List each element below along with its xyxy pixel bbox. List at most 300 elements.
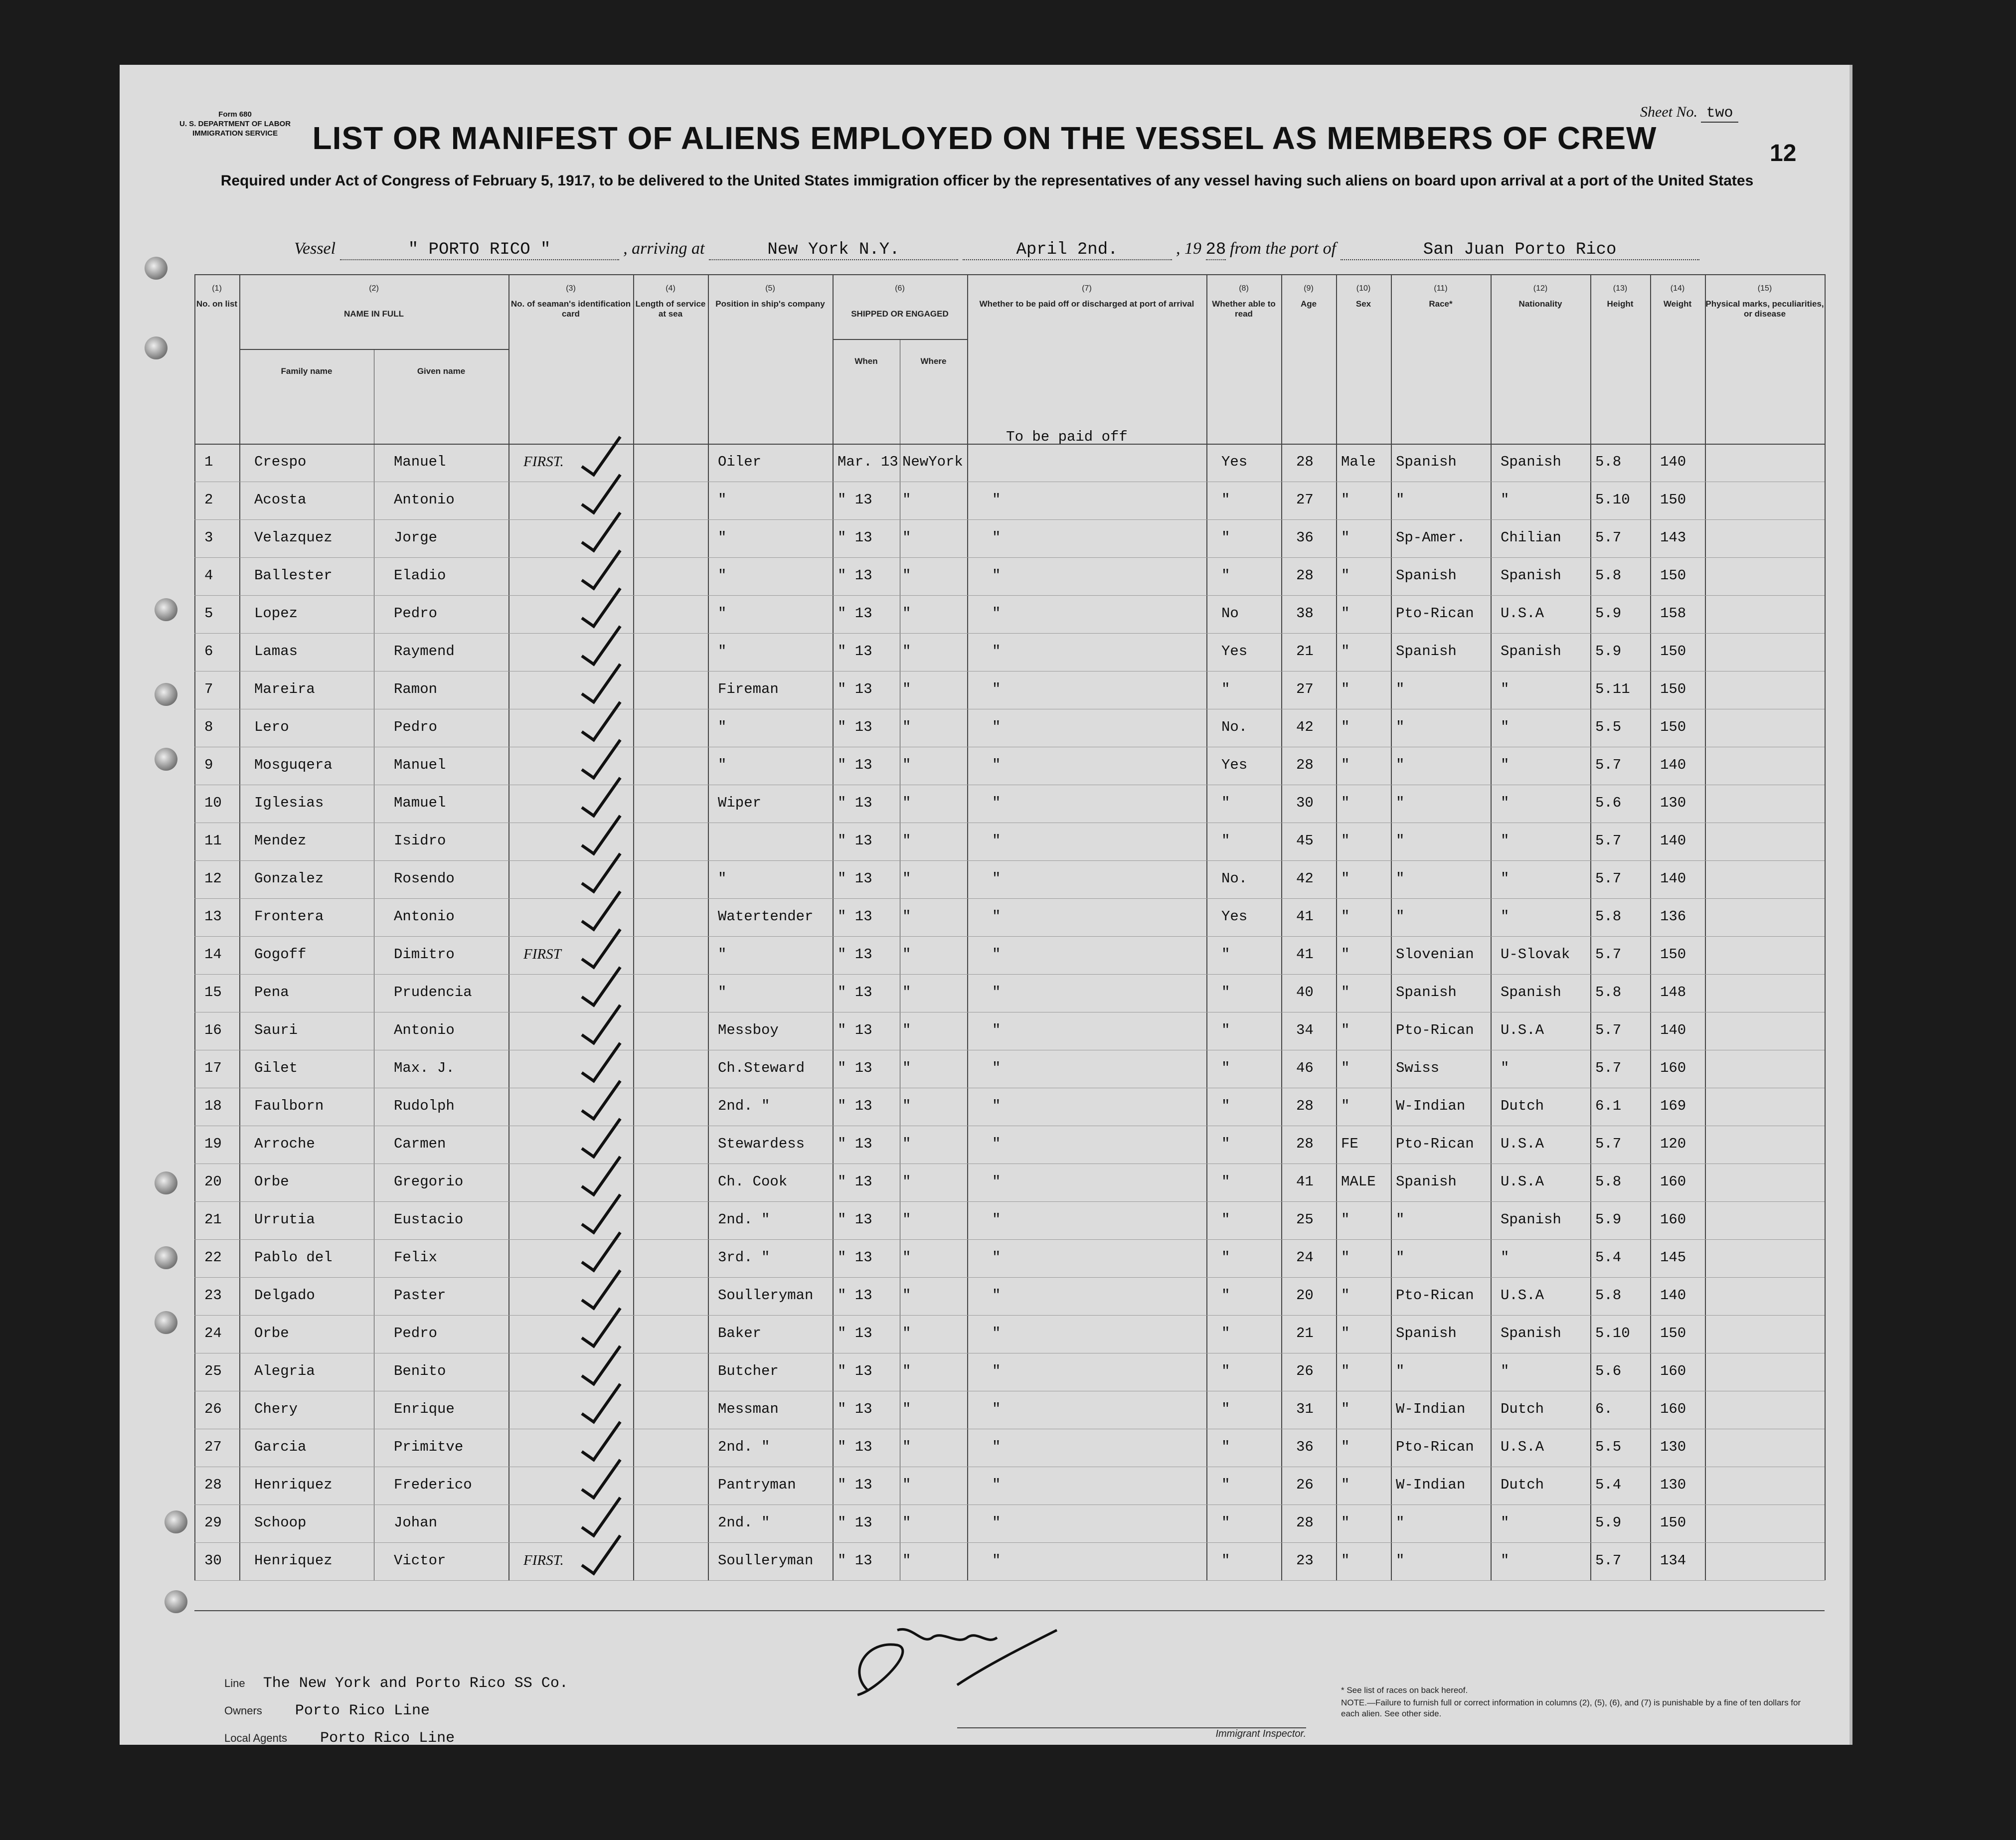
cell-sex: " bbox=[1341, 681, 1350, 697]
cell-position: Fireman bbox=[718, 681, 779, 697]
cell-shipped-when: " 13 bbox=[838, 605, 872, 622]
cell-given-name: Manuel bbox=[394, 454, 446, 470]
cell-shipped-when: " 13 bbox=[838, 908, 872, 925]
cell-nationality: " bbox=[1501, 1249, 1510, 1266]
cell-paid-off: " bbox=[992, 1514, 1001, 1531]
cell-height: 5.7 bbox=[1595, 870, 1622, 887]
checkmark-icon bbox=[581, 997, 621, 1045]
cell-shipped-when: " 13 bbox=[838, 1022, 872, 1038]
cell-able-to-read: Yes bbox=[1221, 908, 1248, 925]
row-rule bbox=[194, 1277, 1825, 1278]
cell-paid-off: " bbox=[992, 795, 1001, 811]
cell-height: 5.5 bbox=[1595, 719, 1622, 735]
cell-family-name: Mareira bbox=[254, 681, 315, 697]
column-header: Sex bbox=[1355, 299, 1371, 309]
footer-owners bbox=[224, 1702, 430, 1719]
arrival-port: New York N.Y. bbox=[709, 240, 958, 260]
cell-race: Slovenian bbox=[1396, 946, 1474, 963]
checkmark-icon bbox=[581, 1490, 621, 1538]
binder-hole bbox=[155, 1246, 177, 1269]
cell-sex: " bbox=[1341, 492, 1350, 508]
cell-row-number: 14 bbox=[204, 946, 222, 963]
row-rule bbox=[194, 1580, 1825, 1581]
service-name: IMMIGRATION SERVICE bbox=[192, 129, 278, 138]
column-number: (12) bbox=[1533, 284, 1548, 293]
column-header: SHIPPED OR ENGAGED bbox=[851, 309, 949, 319]
cell-weight: 169 bbox=[1660, 1098, 1686, 1114]
from-port-label: from the port of bbox=[1230, 239, 1337, 258]
cell-given-name: Mamuel bbox=[394, 795, 446, 811]
cell-age: 31 bbox=[1296, 1401, 1314, 1417]
cell-sex: " bbox=[1341, 1287, 1350, 1304]
cell-sex: " bbox=[1341, 1211, 1350, 1228]
cell-race: Pto-Rican bbox=[1396, 605, 1474, 622]
cell-height: 5.8 bbox=[1595, 984, 1622, 1001]
cell-shipped-when: " 13 bbox=[838, 1514, 872, 1531]
cell-height: 6. bbox=[1595, 1401, 1613, 1417]
cell-shipped-when: Mar. 13 bbox=[838, 454, 898, 470]
checkmark-icon bbox=[581, 1376, 621, 1424]
cell-nationality: U.S.A bbox=[1501, 1287, 1544, 1304]
cell-height: 5.8 bbox=[1595, 1173, 1622, 1190]
cell-row-number: 19 bbox=[204, 1136, 222, 1152]
cell-row-number: 1 bbox=[204, 454, 213, 470]
cell-row-number: 4 bbox=[204, 567, 213, 584]
checkmark-icon bbox=[581, 1073, 621, 1121]
cell-shipped-where: " bbox=[902, 605, 911, 622]
arriving-label: , arriving at bbox=[623, 239, 705, 258]
cell-height: 5.7 bbox=[1595, 1022, 1622, 1038]
cell-nationality: Spanish bbox=[1501, 454, 1561, 470]
cell-sex: MALE bbox=[1341, 1173, 1376, 1190]
cell-family-name: Orbe bbox=[254, 1325, 289, 1341]
cell-height: 5.7 bbox=[1595, 1552, 1622, 1569]
cell-nationality: U-Slovak bbox=[1501, 946, 1570, 963]
binder-hole bbox=[155, 748, 177, 771]
footer-line bbox=[224, 1675, 568, 1692]
cell-shipped-where: " bbox=[902, 719, 911, 735]
cell-nationality: " bbox=[1501, 492, 1510, 508]
cell-given-name: Felix bbox=[394, 1249, 438, 1266]
cell-family-name: Henriquez bbox=[254, 1552, 333, 1569]
cell-sex: " bbox=[1341, 870, 1350, 887]
cell-weight: 160 bbox=[1660, 1173, 1686, 1190]
cell-weight: 160 bbox=[1660, 1363, 1686, 1379]
cell-paid-off: " bbox=[992, 1060, 1001, 1076]
column-header: Physical marks, peculiarities, or disease bbox=[1705, 299, 1824, 319]
cell-weight: 160 bbox=[1660, 1060, 1686, 1076]
cell-paid-off: " bbox=[992, 1136, 1001, 1152]
cell-given-name: Prudencia bbox=[394, 984, 472, 1001]
page-number: 12 bbox=[1770, 140, 1797, 167]
cell-paid-off: " bbox=[992, 1477, 1001, 1493]
cell-family-name: Lopez bbox=[254, 605, 298, 622]
cell-paid-off: " bbox=[992, 984, 1001, 1001]
agents-label: Local Agents bbox=[224, 1732, 287, 1744]
checkmark-icon bbox=[581, 694, 621, 742]
cell-row-number: 29 bbox=[204, 1514, 222, 1531]
cell-sex: " bbox=[1341, 567, 1350, 584]
footnote-races: * See list of races on back hereof. bbox=[1341, 1685, 1468, 1695]
cell-nationality: " bbox=[1501, 1552, 1510, 1569]
cell-family-name: Sauri bbox=[254, 1022, 298, 1038]
cell-height: 5.9 bbox=[1595, 643, 1622, 660]
cell-age: 38 bbox=[1296, 605, 1314, 622]
cell-age: 26 bbox=[1296, 1477, 1314, 1493]
cell-shipped-when: " 13 bbox=[838, 1552, 872, 1569]
cell-shipped-where: " bbox=[902, 1136, 911, 1152]
cell-able-to-read: Yes bbox=[1221, 757, 1248, 773]
row-rule bbox=[194, 1201, 1825, 1202]
line-label: Line bbox=[224, 1677, 245, 1689]
checkmark-icon bbox=[581, 732, 621, 780]
cell-age: 20 bbox=[1296, 1287, 1314, 1304]
cell-given-name: Rudolph bbox=[394, 1098, 455, 1114]
cell-paid-off: " bbox=[992, 1098, 1001, 1114]
cell-position: " bbox=[718, 605, 727, 622]
cell-shipped-when: " 13 bbox=[838, 529, 872, 546]
cell-shipped-when: " 13 bbox=[838, 1363, 872, 1379]
cell-row-number: 24 bbox=[204, 1325, 222, 1341]
cell-shipped-when: " 13 bbox=[838, 795, 872, 811]
cell-height: 5.9 bbox=[1595, 1211, 1622, 1228]
cell-given-name: Benito bbox=[394, 1363, 446, 1379]
column-rule bbox=[1590, 274, 1591, 1580]
cell-able-to-read: " bbox=[1221, 795, 1230, 811]
cell-shipped-where: " bbox=[902, 870, 911, 887]
column-number: (1) bbox=[212, 284, 222, 293]
cell-shipped-where: " bbox=[902, 1098, 911, 1114]
binder-hole bbox=[155, 683, 177, 706]
cell-nationality: " bbox=[1501, 1060, 1510, 1076]
column-number: (7) bbox=[1082, 284, 1092, 293]
checkmark-icon bbox=[581, 1262, 621, 1311]
column-header: Height bbox=[1607, 299, 1634, 309]
cell-height: 5.8 bbox=[1595, 454, 1622, 470]
cell-sex: " bbox=[1341, 1477, 1350, 1493]
column-header: No. on list bbox=[196, 299, 238, 309]
cell-age: 21 bbox=[1296, 1325, 1314, 1341]
cell-height: 5.8 bbox=[1595, 567, 1622, 584]
cell-age: 40 bbox=[1296, 984, 1314, 1001]
cell-family-name: Garcia bbox=[254, 1439, 307, 1455]
cell-family-name: Pablo del bbox=[254, 1249, 333, 1266]
cell-shipped-where: " bbox=[902, 984, 911, 1001]
cell-sex: " bbox=[1341, 1439, 1350, 1455]
column-rule bbox=[239, 274, 240, 1580]
cell-paid-off: " bbox=[992, 605, 1001, 622]
checkmark-icon bbox=[581, 467, 621, 515]
cell-nationality: " bbox=[1501, 1363, 1510, 1379]
row-rule bbox=[194, 1239, 1825, 1240]
manifest-sheet bbox=[120, 65, 1852, 1745]
cell-shipped-where: " bbox=[902, 529, 911, 546]
cell-family-name: Arroche bbox=[254, 1136, 315, 1152]
cell-shipped-when: " 13 bbox=[838, 946, 872, 963]
cell-weight: 150 bbox=[1660, 1325, 1686, 1341]
cell-nationality: " bbox=[1501, 757, 1510, 773]
cell-row-number: 5 bbox=[204, 605, 213, 622]
checkmark-icon bbox=[581, 845, 621, 894]
cell-paid-off: " bbox=[992, 946, 1001, 963]
cell-family-name: Lamas bbox=[254, 643, 298, 660]
column-number: (11) bbox=[1434, 284, 1448, 293]
checkmark-icon bbox=[581, 656, 621, 704]
cell-shipped-when: " 13 bbox=[838, 1325, 872, 1341]
cell-shipped-when: " 13 bbox=[838, 1173, 872, 1190]
cell-family-name: Gilet bbox=[254, 1060, 298, 1076]
binder-hole bbox=[145, 257, 168, 280]
cell-given-name: Eladio bbox=[394, 567, 446, 584]
cell-nationality: U.S.A bbox=[1501, 1022, 1544, 1038]
cell-paid-off: To be paid off bbox=[1006, 429, 1128, 445]
cell-sex: " bbox=[1341, 908, 1350, 925]
departure-port: San Juan Porto Rico bbox=[1341, 240, 1699, 260]
cell-weight: 160 bbox=[1660, 1211, 1686, 1228]
column-number: (13) bbox=[1613, 284, 1628, 293]
cell-family-name: Ballester bbox=[254, 567, 333, 584]
cell-weight: 136 bbox=[1660, 908, 1686, 925]
cell-height: 5.7 bbox=[1595, 529, 1622, 546]
cell-given-name: Gregorio bbox=[394, 1173, 464, 1190]
cell-family-name: Mosguqera bbox=[254, 757, 333, 773]
cell-position: " bbox=[718, 946, 727, 963]
cell-position: Soulleryman bbox=[718, 1552, 814, 1569]
cell-position: Oiler bbox=[718, 454, 762, 470]
cell-given-name: Ramon bbox=[394, 681, 438, 697]
cell-id-card: FIRST. bbox=[523, 1552, 564, 1568]
cell-paid-off: " bbox=[992, 1552, 1001, 1569]
column-rule bbox=[1825, 274, 1826, 1580]
cell-able-to-read: " bbox=[1221, 567, 1230, 584]
cell-height: 5.4 bbox=[1595, 1477, 1622, 1493]
cell-shipped-where: " bbox=[902, 1211, 911, 1228]
vessel-label: Vessel bbox=[294, 239, 336, 258]
sheet-number bbox=[1640, 104, 1738, 122]
cell-race: Spanish bbox=[1396, 1325, 1457, 1341]
cell-paid-off: " bbox=[992, 1401, 1001, 1417]
cell-row-number: 16 bbox=[204, 1022, 222, 1038]
cell-position: Watertender bbox=[718, 908, 814, 925]
cell-nationality: " bbox=[1501, 1514, 1510, 1531]
cell-sex: " bbox=[1341, 605, 1350, 622]
cell-row-number: 3 bbox=[204, 529, 213, 546]
cell-shipped-where: " bbox=[902, 681, 911, 697]
cell-family-name: Alegria bbox=[254, 1363, 315, 1379]
cell-age: 45 bbox=[1296, 833, 1314, 849]
cell-age: 28 bbox=[1296, 1136, 1314, 1152]
cell-row-number: 17 bbox=[204, 1060, 222, 1076]
cell-able-to-read: " bbox=[1221, 1136, 1230, 1152]
cell-weight: 140 bbox=[1660, 454, 1686, 470]
year-prefix: , 19 bbox=[1176, 239, 1201, 258]
cell-position: " bbox=[718, 643, 727, 660]
cell-given-name: Frederico bbox=[394, 1477, 472, 1493]
cell-able-to-read: No bbox=[1221, 605, 1239, 622]
cell-able-to-read: " bbox=[1221, 1249, 1230, 1266]
cell-row-number: 27 bbox=[204, 1439, 222, 1455]
cell-weight: 160 bbox=[1660, 1401, 1686, 1417]
cell-row-number: 30 bbox=[204, 1552, 222, 1569]
column-rule bbox=[194, 274, 195, 1580]
column-header: No. of seaman's identification card bbox=[510, 299, 631, 319]
cell-shipped-when: " 13 bbox=[838, 567, 872, 584]
cell-given-name: Dimitro bbox=[394, 946, 455, 963]
sheet-label: Sheet No. bbox=[1640, 104, 1697, 120]
cell-position: Messman bbox=[718, 1401, 779, 1417]
cell-height: 5.6 bbox=[1595, 795, 1622, 811]
line-value: The New York and Porto Rico SS Co. bbox=[263, 1675, 568, 1692]
cell-given-name: Primitve bbox=[394, 1439, 464, 1455]
cell-shipped-when: " 13 bbox=[838, 1211, 872, 1228]
cell-able-to-read: " bbox=[1221, 1173, 1230, 1190]
cell-race: W-Indian bbox=[1396, 1098, 1466, 1114]
cell-row-number: 20 bbox=[204, 1173, 222, 1190]
cell-paid-off: " bbox=[992, 1173, 1001, 1190]
cell-able-to-read: " bbox=[1221, 1363, 1230, 1379]
column-subheader: Where bbox=[920, 356, 947, 366]
cell-paid-off: " bbox=[992, 908, 1001, 925]
page-subtitle: Required under Act of Congress of February 5, 1917, to be delivered to the United States immigration officer by the representatives of any vessel having such aliens on board upon arrival at a port of the United States bbox=[220, 172, 1754, 189]
cell-paid-off: " bbox=[992, 870, 1001, 887]
cell-shipped-where: " bbox=[902, 757, 911, 773]
cell-given-name: Antonio bbox=[394, 908, 455, 925]
cell-row-number: 8 bbox=[204, 719, 213, 735]
cell-family-name: Chery bbox=[254, 1401, 298, 1417]
cell-weight: 130 bbox=[1660, 1477, 1686, 1493]
cell-weight: 140 bbox=[1660, 1287, 1686, 1304]
cell-given-name: Enrique bbox=[394, 1401, 455, 1417]
cell-race: " bbox=[1396, 795, 1405, 811]
cell-shipped-where: " bbox=[902, 946, 911, 963]
cell-race: W-Indian bbox=[1396, 1477, 1466, 1493]
cell-able-to-read: " bbox=[1221, 1439, 1230, 1455]
checkmark-icon bbox=[581, 1035, 621, 1083]
cell-sex: " bbox=[1341, 1022, 1350, 1038]
cell-given-name: Pedro bbox=[394, 719, 438, 735]
cell-given-name: Pedro bbox=[394, 1325, 438, 1341]
cell-row-number: 13 bbox=[204, 908, 222, 925]
cell-given-name: Raymend bbox=[394, 643, 455, 660]
cell-age: 24 bbox=[1296, 1249, 1314, 1266]
cell-race: " bbox=[1396, 833, 1405, 849]
cell-position: 2nd. " bbox=[718, 1098, 770, 1114]
cell-row-number: 18 bbox=[204, 1098, 222, 1114]
cell-weight: 148 bbox=[1660, 984, 1686, 1001]
cell-family-name: Crespo bbox=[254, 454, 307, 470]
column-number: (5) bbox=[765, 284, 775, 293]
cell-race: " bbox=[1396, 1552, 1405, 1569]
cell-nationality: " bbox=[1501, 870, 1510, 887]
cell-race: " bbox=[1396, 1249, 1405, 1266]
cell-age: 28 bbox=[1296, 454, 1314, 470]
cell-able-to-read: " bbox=[1221, 1401, 1230, 1417]
cell-paid-off: " bbox=[992, 1022, 1001, 1038]
cell-race: Spanish bbox=[1396, 984, 1457, 1001]
cell-race: " bbox=[1396, 681, 1405, 697]
cell-shipped-where: NewYork bbox=[902, 454, 963, 470]
cell-given-name: Max. J. bbox=[394, 1060, 455, 1076]
cell-able-to-read: " bbox=[1221, 1060, 1230, 1076]
cell-row-number: 26 bbox=[204, 1401, 222, 1417]
cell-sex: Male bbox=[1341, 454, 1376, 470]
cell-shipped-when: " 13 bbox=[838, 1098, 872, 1114]
cell-given-name: Manuel bbox=[394, 757, 446, 773]
cell-family-name: Gogoff bbox=[254, 946, 307, 963]
cell-age: 46 bbox=[1296, 1060, 1314, 1076]
cell-shipped-when: " 13 bbox=[838, 719, 872, 735]
cell-row-number: 21 bbox=[204, 1211, 222, 1228]
binder-hole bbox=[145, 336, 168, 359]
cell-sex: " bbox=[1341, 757, 1350, 773]
cell-race: Pto-Rican bbox=[1396, 1022, 1474, 1038]
cell-age: 42 bbox=[1296, 719, 1314, 735]
cell-position: Wiper bbox=[718, 795, 762, 811]
cell-paid-off: " bbox=[992, 681, 1001, 697]
cell-paid-off: " bbox=[992, 719, 1001, 735]
cell-paid-off: " bbox=[992, 643, 1001, 660]
cell-shipped-where: " bbox=[902, 1022, 911, 1038]
cell-able-to-read: " bbox=[1221, 681, 1230, 697]
cell-position: " bbox=[718, 984, 727, 1001]
row-rule bbox=[194, 557, 1825, 558]
cell-race: " bbox=[1396, 1211, 1405, 1228]
cell-sex: " bbox=[1341, 643, 1350, 660]
cell-shipped-where: " bbox=[902, 1363, 911, 1379]
cell-weight: 130 bbox=[1660, 1439, 1686, 1455]
cell-age: 28 bbox=[1296, 757, 1314, 773]
cell-given-name: Isidro bbox=[394, 833, 446, 849]
cell-age: 28 bbox=[1296, 567, 1314, 584]
cell-sex: " bbox=[1341, 833, 1350, 849]
cell-weight: 158 bbox=[1660, 605, 1686, 622]
cell-position: Butcher bbox=[718, 1363, 779, 1379]
cell-row-number: 25 bbox=[204, 1363, 222, 1379]
column-header: Whether able to read bbox=[1212, 299, 1276, 319]
cell-row-number: 23 bbox=[204, 1287, 222, 1304]
cell-nationality: Spanish bbox=[1501, 567, 1561, 584]
cell-able-to-read: No. bbox=[1221, 870, 1248, 887]
column-rule bbox=[1206, 274, 1207, 1580]
cell-nationality: Spanish bbox=[1501, 643, 1561, 660]
cell-family-name: Gonzalez bbox=[254, 870, 324, 887]
cell-weight: 134 bbox=[1660, 1552, 1686, 1569]
column-number: (9) bbox=[1304, 284, 1314, 293]
cell-sex: " bbox=[1341, 1060, 1350, 1076]
cell-position: 2nd. " bbox=[718, 1439, 770, 1455]
cell-race: " bbox=[1396, 492, 1405, 508]
cell-shipped-where: " bbox=[902, 1552, 911, 1569]
cell-age: 27 bbox=[1296, 492, 1314, 508]
cell-shipped-when: " 13 bbox=[838, 681, 872, 697]
cell-nationality: U.S.A bbox=[1501, 1439, 1544, 1455]
column-header: Whether to be paid off or discharged at port of arrival bbox=[979, 299, 1194, 309]
cell-paid-off: " bbox=[992, 833, 1001, 849]
cell-position: " bbox=[718, 529, 727, 546]
cell-shipped-when: " 13 bbox=[838, 1287, 872, 1304]
cell-paid-off: " bbox=[992, 1211, 1001, 1228]
cell-able-to-read: " bbox=[1221, 1552, 1230, 1569]
cell-family-name: Acosta bbox=[254, 492, 307, 508]
cell-nationality: Spanish bbox=[1501, 1211, 1561, 1228]
cell-able-to-read: " bbox=[1221, 1477, 1230, 1493]
cell-able-to-read: " bbox=[1221, 1211, 1230, 1228]
cell-position: 2nd. " bbox=[718, 1211, 770, 1228]
sheet-value: two bbox=[1701, 105, 1738, 123]
cell-family-name: Pena bbox=[254, 984, 289, 1001]
cell-age: 41 bbox=[1296, 1173, 1314, 1190]
cell-race: Spanish bbox=[1396, 1173, 1457, 1190]
